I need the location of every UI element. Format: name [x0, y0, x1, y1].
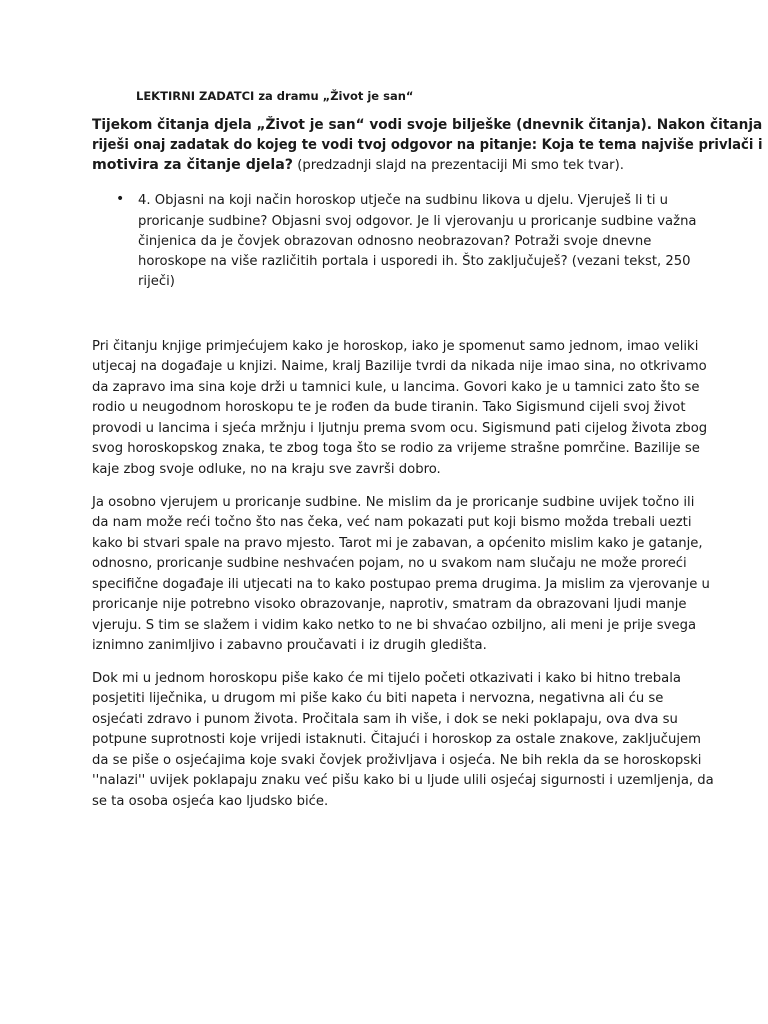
task-line: riječi) — [138, 274, 175, 289]
task-line: proricanje sudbine? Objasni svoj odgovor. Je li vjerovanju u proricanje sudbine važna — [138, 214, 697, 229]
paragraph-line: da se piše o osjećajima koje svaki čovjek proživljava i osjeća. Ne bih rekla da se horoskopski — [92, 753, 702, 768]
paragraph-line: osjećati zdravo i punom života. Pročitala sam ih više, i dok se neki poklapaju, ova dva su — [92, 712, 678, 727]
paragraph-line: Ja osobno vjerujem u proricanje sudbine. Ne mislim da je proricanje sudbine uvijek točno ili — [92, 495, 695, 510]
page-title: LEKTIRNI ZADATCI za dramu „Život je san“ — [136, 89, 414, 103]
paragraph-line: Pri čitanju knjige primjećujem kako je horoskop, iako je spomenut samo jednom, imao veliki — [92, 339, 699, 354]
paragraph-line: posjetiti liječnika, u drugom mi piše kako ću biti napeta i nervozna, negativna ali ću se — [92, 691, 664, 706]
paragraph-line: specifične događaje ili utjecati na to kako postupao prema drugima. Ja mislim za vjerovanje u — [92, 577, 710, 592]
intro-line — [92, 157, 624, 173]
paragraph-line: odnosno, proricanje sudbine neshvaćen pojam, no u svakom nam slučaju ne može proreći — [92, 556, 687, 571]
paragraph-line: ''nalazi'' uvijek poklapaju znaku već pišu kako bi u ljude ulili osjećaj sigurnosti i uzemljenja, da — [92, 773, 714, 788]
intro-line-bold: motivira za čitanje djela? — [92, 157, 294, 173]
paragraph-line: vjeruju. S tim se slažem i vidim kako netko to ne bi shvaćao ozbiljno, ali meni je prije svega — [92, 618, 697, 633]
paragraph-line: Dok mi u jednom horoskopu piše kako će mi tijelo početi otkazivati i kako bi hitno trebala — [92, 671, 681, 686]
paragraph-line: svog horoskopskog znaka, te zbog toga što se rodio za vrijeme strašne pomrčine. Bazilije se — [92, 441, 700, 456]
task-line: 4. Objasni na koji način horoskop utječe na sudbinu likova u djelu. Vjeruješ li ti u — [138, 193, 669, 208]
bullet-icon: • — [116, 191, 125, 207]
intro-note: (predzadnji slajd na prezentaciji Mi smo tek tvar). — [293, 158, 624, 173]
intro-line: Tijekom čitanja djela „Život je san“ vodi svoje bilješke (dnevnik čitanja). Nakon čitanja — [92, 117, 763, 133]
paragraph-line: iznimno zanimljivo i zabavno proučavati i iz drugih gledišta. — [92, 638, 487, 653]
task-line: horoskope na više različitih portala i usporedi ih. Što zaključuješ? (vezani tekst, 250 — [138, 254, 691, 269]
intro-line: riješi onaj zadatak do kojeg te vodi tvoj odgovor na pitanje: Koja te tema najviše privlači i — [92, 137, 763, 153]
paragraph-line: provodi u lancima i sjeća mržnju i ljutnju prema svom ocu. Sigismund pati cijelog života zbog — [92, 421, 708, 436]
paragraph-line: utjecaj na događaje u knjizi. Naime, kralj Bazilije tvrdi da nikada nije imao sina, no otkrivamo — [92, 359, 707, 374]
paragraph-line: da zapravo ima sina koje drži u tamnici kule, u lancima. Govori kako je u tamnici zato što se — [92, 380, 700, 395]
paragraph-line: kaje zbog svoje odluke, no na kraju sve završi dobro. — [92, 462, 441, 477]
task-line: činjenica da je čovjek obrazovan odnosno neobrazovan? Potraži svoje dnevne — [138, 234, 652, 249]
paragraph-line: se ta osoba osjeća kao ljudsko biće. — [92, 794, 329, 809]
paragraph-line: rodio u neugodnom horoskopu te je rođen da bude tiranin. Tako Sigismund cijeli svoj život — [92, 400, 686, 415]
paragraph-line: potpune suprotnosti koje vrijedi istaknuti. Čitajući i horoskop za ostale znakove, zaključujem — [92, 732, 701, 747]
paragraph-line: kako bi stvari spale na pravo mjesto. Tarot mi je zabavan, a općenito mislim kako je gatanje, — [92, 536, 703, 551]
paragraph-line: da nam može reći točno što nas čeka, već nam pokazati put koji bismo možda trebali uezti — [92, 515, 692, 530]
paragraph-line: proricanje nije potrebno visoko obrazovanje, naprotiv, smatram da obrazovani ljudi manje — [92, 597, 687, 612]
